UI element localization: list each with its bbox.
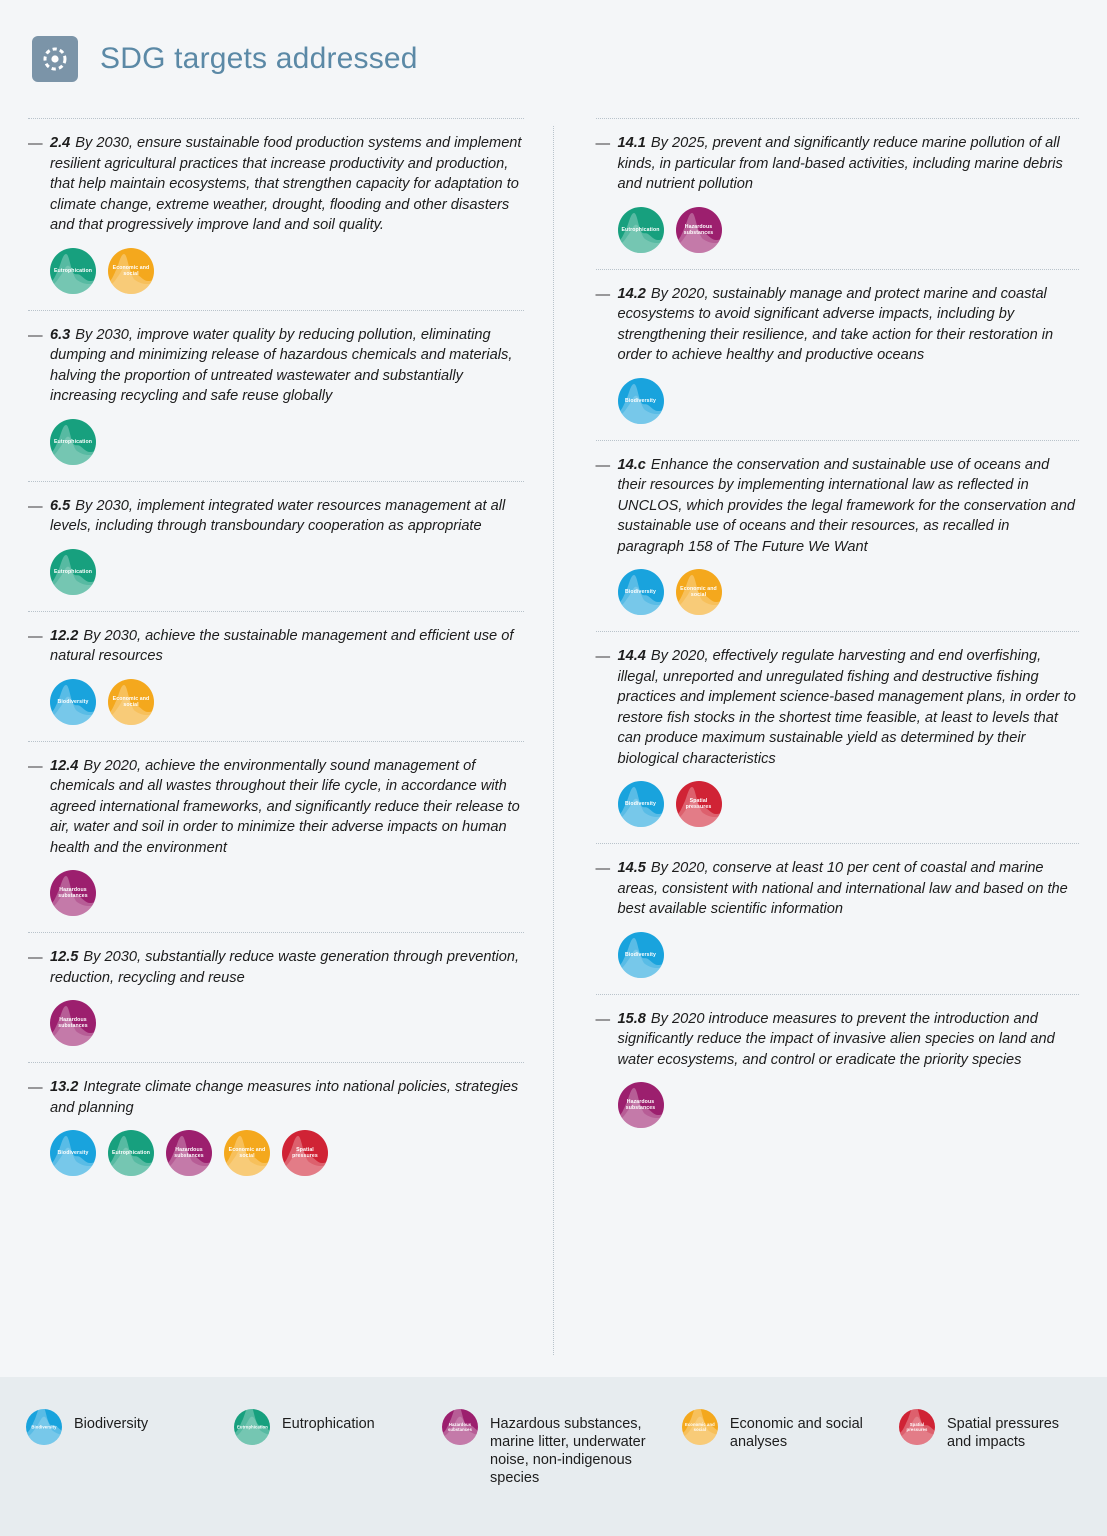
targets-columns (0, 118, 1107, 1377)
target-body (618, 646, 1080, 769)
theme-badge-label: Hazardous substances (58, 1017, 88, 1029)
theme-badge-hazardous (618, 1082, 664, 1128)
target-item (596, 631, 1080, 843)
target-item (596, 843, 1080, 994)
theme-badge-label: Eutrophication (112, 1150, 150, 1156)
target-number: 6.3 (50, 326, 71, 343)
legend-item-label: Biodiversity (74, 1416, 149, 1432)
target-text (596, 284, 1080, 366)
target-item (28, 932, 524, 1062)
target-text (28, 325, 524, 407)
target-item (28, 481, 524, 611)
theme-badge-label: Biodiversity (625, 589, 656, 595)
legend-item-biodiversity (26, 1409, 208, 1445)
theme-badge-label: Biodiversity (57, 698, 89, 705)
target-theme-badges (50, 679, 524, 725)
legend-item-label: Spatial pressures and impacts (947, 1416, 1060, 1450)
theme-badge-label: Eutrophication (54, 568, 92, 575)
theme-badge-label: Economic and social (112, 264, 150, 277)
theme-badge-eutrophication (50, 248, 96, 294)
legend-item-economic (682, 1409, 873, 1451)
target-body (618, 455, 1080, 558)
target-number: 12.4 (50, 757, 79, 774)
theme-badge-spatial (899, 1409, 935, 1445)
target-text (596, 646, 1080, 769)
target-item (596, 118, 1080, 269)
target-number: 6.5 (50, 497, 71, 514)
target-number: 2.4 (50, 135, 71, 151)
theme-badge-eutrophication (108, 1130, 154, 1176)
bullet-dash: — (595, 286, 611, 303)
target-theme-badges (50, 419, 524, 465)
bullet-dash: — (595, 1011, 611, 1028)
theme-badge-biodiversity (50, 679, 96, 725)
target-text (28, 756, 524, 859)
target-number: 13.2 (50, 1079, 79, 1095)
page-title: SDG targets addressed (100, 42, 418, 75)
target-item (596, 269, 1080, 440)
theme-badge-biodiversity (26, 1409, 62, 1445)
target-description: Enhance the conservation and sustainable use of oceans and their resources by implementing international law as reflected in UNCLOS, which provides the legal framework for the conservation and sustainable use of oceans and their resources, as recalled in paragraph 158 of The Future We Want (617, 456, 1075, 555)
target-theme-badges (618, 569, 1080, 615)
bullet-dash: — (28, 498, 43, 515)
theme-badge-label: Eutrophication (621, 226, 660, 233)
target-item (596, 440, 1080, 632)
theme-badge-label: Economic and social (680, 586, 717, 598)
theme-badge-economic (682, 1409, 718, 1445)
bullet-dash: — (28, 136, 43, 152)
bullet-dash: — (28, 1080, 43, 1096)
bullet-dash: — (595, 136, 611, 152)
target-text (596, 1009, 1080, 1071)
target-body (618, 133, 1080, 195)
theme-badge-economic (108, 248, 154, 294)
theme-badge-label: Economic and social (112, 695, 150, 708)
theme-badge-biodiversity (618, 932, 664, 978)
target-description: By 2030, achieve the sustainable management and efficient use of natural resources (50, 627, 514, 664)
legend-item-spatial (899, 1409, 1081, 1451)
theme-badge-hazardous (676, 207, 722, 253)
theme-badge-label: Eutrophication (54, 438, 92, 445)
target-text (28, 496, 524, 537)
target-number: 12.5 (50, 949, 79, 965)
legend-item-label: Eutrophication (282, 1416, 375, 1432)
sdg-gear-icon (32, 36, 78, 82)
theme-badge-eutrophication (618, 207, 664, 253)
theme-badge-label: Economic and social (684, 1422, 715, 1432)
target-item (28, 611, 524, 741)
target-theme-badges (50, 248, 524, 294)
theme-badge-label: Eutrophication (237, 1424, 268, 1430)
theme-badge-eutrophication (50, 419, 96, 465)
legend-item-label: Economic and social analyses (729, 1416, 863, 1450)
legend-item-hazardous (442, 1409, 656, 1487)
target-body (618, 1009, 1080, 1071)
target-theme-badges (618, 1082, 1080, 1128)
theme-badge-economic (108, 679, 154, 725)
target-body (50, 756, 524, 859)
bullet-dash: — (28, 758, 43, 775)
target-theme-badges (50, 1130, 524, 1176)
target-theme-badges (50, 870, 524, 916)
target-description: By 2030, improve water quality by reducing pollution, eliminating dumping and minimizing release of hazardous chemicals and materials, halving the proportion of untreated wastewater and substantially increasing recycling and safe reuse globally (50, 326, 513, 404)
legend-item-eutrophication (234, 1409, 416, 1445)
target-theme-badges (618, 932, 1080, 978)
bullet-dash: — (595, 861, 611, 877)
target-description: Integrate climate change measures into national policies, strategies and planning (50, 1079, 519, 1116)
target-item (28, 741, 524, 933)
target-description: By 2030, implement integrated water resources management at all levels, including through transboundary cooperation as appropriate (50, 497, 506, 534)
target-text (28, 626, 524, 667)
target-number: 14.5 (617, 860, 646, 876)
target-description: By 2025, prevent and significantly reduce marine pollution of all kinds, in particular from land-based activities, including marine debris and nutrient pollution (617, 135, 1063, 192)
theme-badge-label: Biodiversity (625, 397, 656, 404)
target-theme-badges (618, 207, 1080, 253)
target-text (596, 455, 1080, 558)
theme-badge-eutrophication (234, 1409, 270, 1445)
theme-badge-hazardous (442, 1409, 478, 1445)
theme-badge-label: Hazardous substances (58, 887, 88, 899)
target-number: 14.4 (617, 648, 646, 664)
theme-badge-label: Biodiversity (625, 951, 656, 958)
target-text (28, 1077, 524, 1118)
target-body (50, 325, 524, 407)
theme-badge-hazardous (50, 870, 96, 916)
bullet-dash: — (28, 327, 43, 344)
target-description: By 2030, substantially reduce waste generation through prevention, reduction, recycling and reuse (50, 949, 520, 986)
target-theme-badges (50, 1000, 524, 1046)
theme-badge-label: Economic and social (228, 1147, 266, 1159)
target-number: 15.8 (617, 1010, 646, 1027)
target-theme-badges (618, 378, 1080, 424)
target-body (618, 858, 1080, 920)
target-number: 14.c (617, 456, 646, 473)
theme-badge-biodiversity (618, 569, 664, 615)
legend (0, 1377, 1107, 1536)
theme-badge-biodiversity (618, 781, 664, 827)
theme-badge-label: Biodiversity (31, 1424, 57, 1430)
target-text (596, 858, 1080, 920)
page-header (0, 0, 1107, 118)
target-body (50, 626, 524, 667)
target-body (50, 1077, 524, 1118)
theme-badge-biodiversity (618, 378, 664, 424)
theme-badge-label: Hazardous substances (625, 1099, 656, 1111)
target-item (28, 118, 524, 310)
theme-badge-economic (224, 1130, 270, 1176)
target-number: 14.1 (617, 135, 646, 151)
target-number: 12.2 (50, 627, 79, 644)
bullet-dash: — (28, 628, 43, 645)
target-text (596, 133, 1080, 195)
theme-badge-label: Eutrophication (54, 267, 92, 274)
target-text (28, 947, 524, 988)
left-column (28, 118, 554, 1377)
right-column (554, 118, 1080, 1377)
theme-badge-hazardous (166, 1130, 212, 1176)
target-body (50, 133, 524, 236)
bullet-dash: — (28, 950, 43, 966)
target-number: 14.2 (617, 285, 646, 302)
theme-badge-label: Hazardous substances (174, 1147, 204, 1159)
theme-badge-spatial (282, 1130, 328, 1176)
theme-badge-biodiversity (50, 1130, 96, 1176)
bullet-dash: — (595, 457, 611, 474)
theme-badge-label: Spatial pressures (906, 1422, 928, 1432)
theme-badge-spatial (676, 781, 722, 827)
theme-badge-label: Spatial pressures (292, 1147, 318, 1159)
theme-badge-label: Hazardous substances (448, 1422, 473, 1432)
target-description: By 2020, effectively regulate harvesting and end overfishing, illegal, unreported and unregulated fishing and destructive fishing practices and implement science-based management plans, in order to restore fish stocks in the shortest time feasible, at least to levels that can produce maximum sustainable yield as determined by their biological characteristics (617, 648, 1076, 767)
theme-badge-label: Hazardous substances (683, 223, 714, 236)
target-description: By 2030, ensure sustainable food production systems and implement resilient agricultural practices that increase productivity and production, that help maintain ecosystems, that strengthen capacity for adaptation to climate change, extreme weather, drought, flooding and other disasters and that progressively improve land and soil quality. (50, 135, 522, 233)
theme-badge-label: Spatial pressures (685, 798, 712, 810)
target-description: By 2020, sustainably manage and protect marine and coastal ecosystems to avoid significant adverse impacts, including by strengthening their resilience, and take action for their restoration in order to achieve healthy and productive oceans (617, 285, 1054, 363)
target-item (596, 994, 1080, 1145)
target-description: By 2020, conserve at least 10 per cent of coastal and marine areas, consistent with national and international law and based on the best available scientific information (617, 860, 1068, 917)
target-description: By 2020, achieve the environmentally sound management of chemicals and all wastes throughout their life cycle, in accordance with agreed international frameworks, and significantly reduce their release to air, water and soil in order to minimize their adverse impacts on human health and the environment (50, 757, 520, 856)
target-item (28, 310, 524, 481)
theme-badge-hazardous (50, 1000, 96, 1046)
target-body (618, 284, 1080, 366)
target-theme-badges (618, 781, 1080, 827)
target-item (28, 1062, 524, 1192)
legend-item-label: Hazardous substances, marine litter, underwater noise, non-indigenous species (490, 1416, 646, 1486)
target-theme-badges (50, 549, 524, 595)
target-description: By 2020 introduce measures to prevent the introduction and significantly reduce the impact of invasive alien species on land and water ecosystems, and control or eradicate the priority species (617, 1010, 1055, 1068)
bullet-dash: — (595, 649, 611, 665)
theme-badge-label: Biodiversity (625, 801, 656, 807)
target-body (50, 947, 524, 988)
theme-badge-eutrophication (50, 549, 96, 595)
target-body (50, 496, 524, 537)
target-text (28, 133, 524, 236)
theme-badge-label: Biodiversity (57, 1150, 89, 1156)
theme-badge-economic (676, 569, 722, 615)
